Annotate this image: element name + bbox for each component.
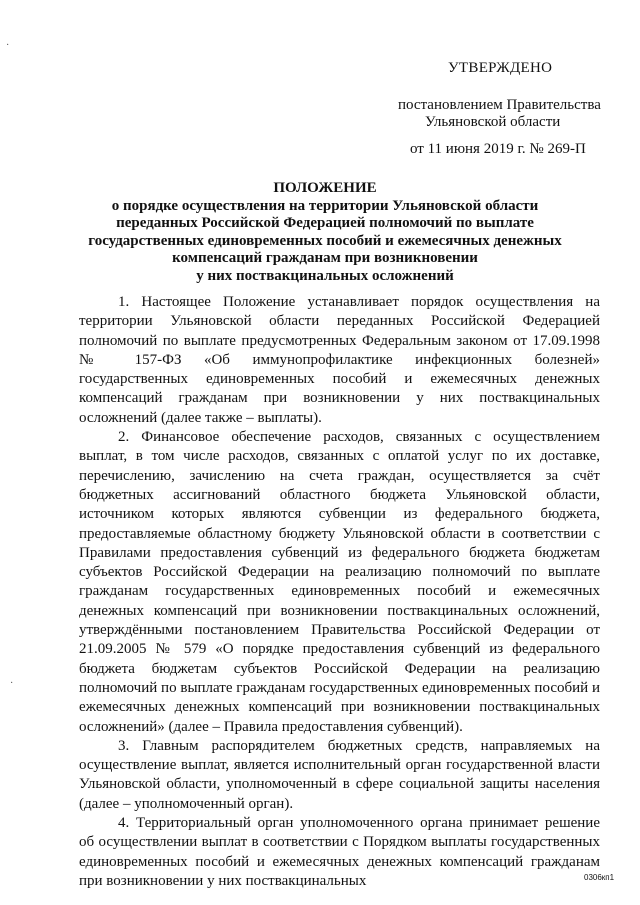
title-line: компенсаций гражданам при возникновении — [172, 250, 478, 266]
approval-region: Ульяновской области — [425, 114, 561, 130]
title-line: о порядке осуществления на территории Ульяновской области — [111, 197, 539, 214]
margin-mark-top: · — [6, 40, 10, 51]
paragraph-1: 1. Настоящее Положение устанавливает порядок осуществления на территории Ульяновской области переданных Российской Федерацией полномочий по выплате предусмотренных Федеральным законом от 17.09.1998 № 157-ФЗ «Об иммунопрофилактике инфекционных болезней» государственных единовременных пособий и ежемесячных денежных компенсаций гражданам при возникновении у них поствакцинальных осложнений (далее также – выплаты). — [79, 294, 600, 426]
document-title — [70, 180, 580, 285]
paragraph-2: 2. Финансовое обеспечение расходов, связанных с осуществлением выплат, в том числе расходов, связанных с оплатой услуг по их доставке, перечислению, зачислению на счета граждан, осуществляется за счёт бюджетных ассигнований областного бюджета Ульяновской области, источником которых являются субвенции из федерального бюджета, предоставляемые областному бюджету Ульяновской области в соответствии с Правилами предоставления субвенций из федерального бюджета бюджетам субъектов Российской Федерации на реализацию полномочий по выплате гражданам государственных единовременных пособий и ежемесячных денежных компенсаций при возникновении поствакцинальных осложнений, утверждёнными постановлением Правительства Российской Федерации от 21.09.2005 № 579 «О порядке предоставления субвенций из федерального бюджета бюджетам субъектов Российской Федерации на реализацию полномочий по выплате гражданам государственных единовременных пособий и ежемесячных денежных компенсаций при возникновении поствакцинальных осложнений» (далее – Правила предоставления субвенций). — [79, 429, 600, 735]
approval-date-number: от 11 июня 2019 г. № 269-П — [410, 141, 586, 157]
margin-mark-bottom: · — [10, 678, 14, 689]
title-line: государственных единовременных пособий и ежемесячных денежных — [88, 232, 562, 249]
document-body — [79, 293, 600, 891]
title-line: у них поствакцинальных осложнений — [196, 267, 454, 284]
document-code: 0306кп1 — [584, 873, 615, 882]
paragraph-3: 3. Главным распорядителем бюджетных средств, направляемых на осуществление выплат, является исполнительный орган государственной власти Ульяновской области, уполномоченный в сфере социальной защиты населения (далее – уполномоченный орган). — [79, 737, 600, 812]
approval-issuer: постановлением Правительства — [398, 97, 601, 113]
title-line: переданных Российской Федерацией полномочий по выплате — [116, 215, 534, 231]
paragraph-4: 4. Территориальный орган уполномоченного органа принимает решение об осуществлении выплат в соответствии с Порядком выплаты государственных единовременных пособий и ежемесячных денежных компенсаций гражданам при возникновении у них поствакцинальных — [79, 815, 600, 889]
title-heading: ПОЛОЖЕНИЕ — [273, 180, 377, 196]
approval-label: УТВЕРЖДЕНО — [448, 60, 553, 76]
